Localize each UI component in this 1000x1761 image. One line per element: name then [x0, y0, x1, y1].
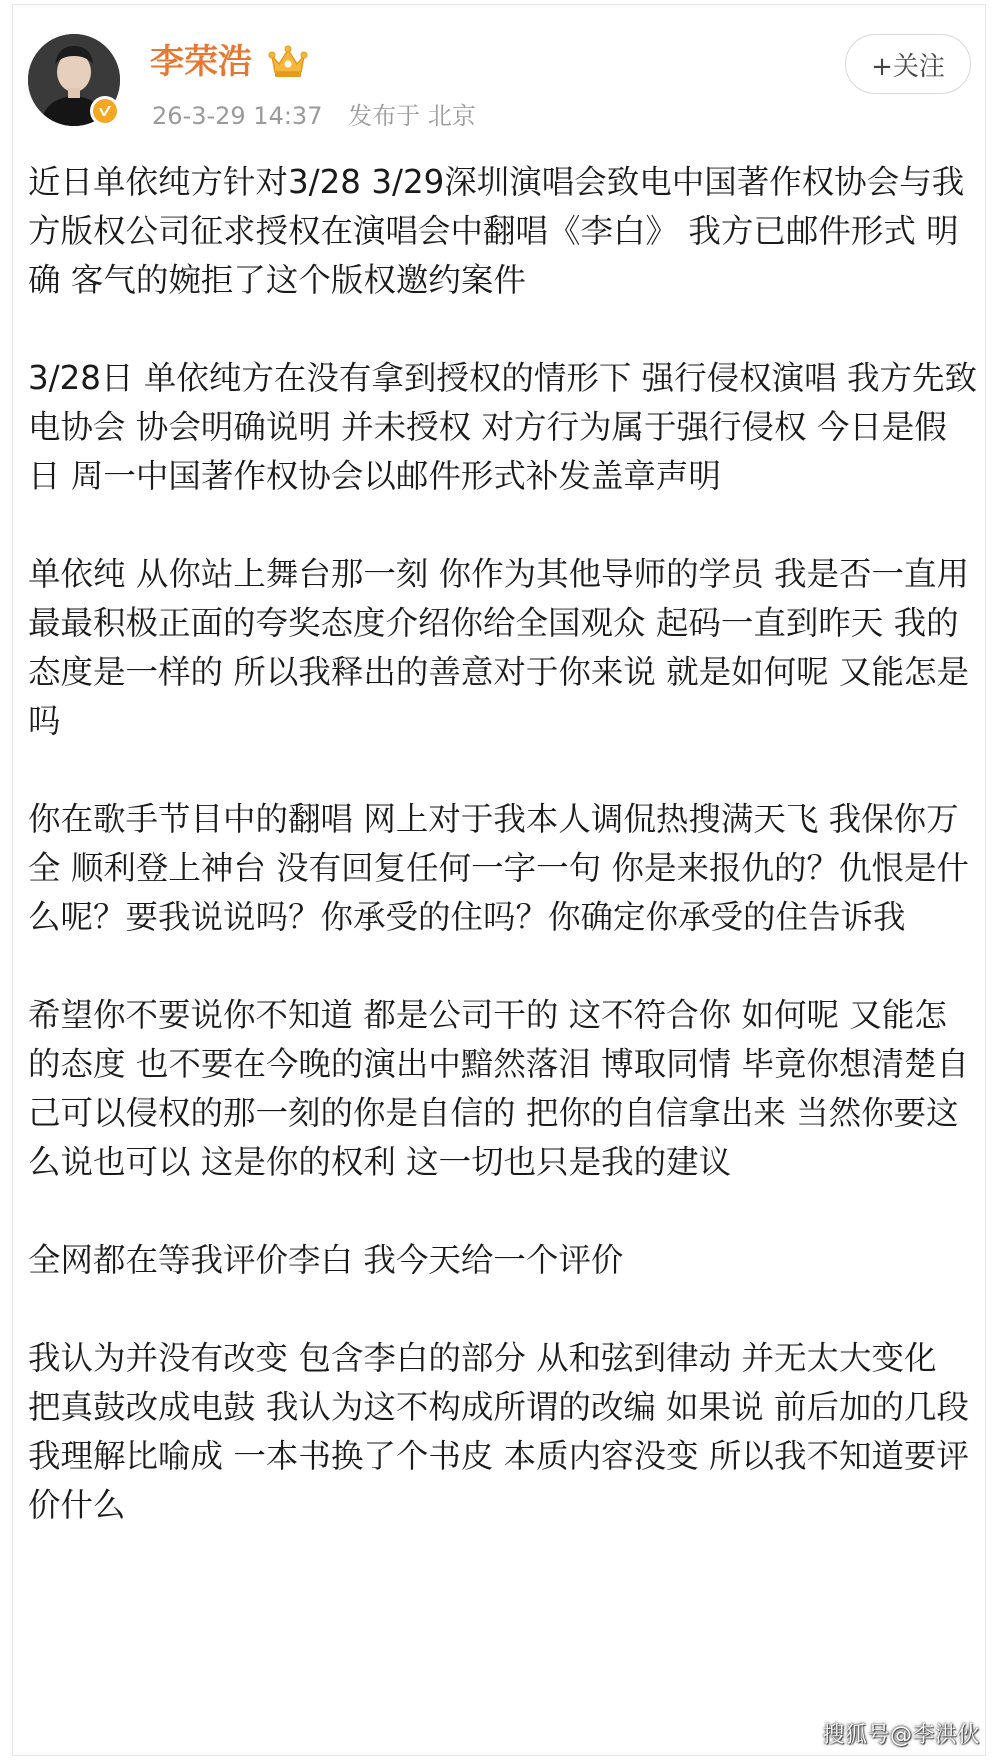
post-paragraph: 希望你不要说你不知道 都是公司干的 这不符合你 如何呢 又能怎的态度 也不要在今晚的演出中黯然落泪 博取同情 毕竟你想清楚自己可以侵权的那一刻的你是自信的 把你的自信拿出来 当然你要这么说也可以 这是你的权利 这一切也只是我的建议: [28, 996, 969, 1181]
username[interactable]: 李荣浩: [150, 42, 252, 82]
post-paragraph: 单依纯 从你站上舞台那一刻 你作为其他导师的学员 我是否一直用最最积极正面的夸奖态度介绍你给全国观众 起码一直到昨天 我的态度是一样的 所以我释出的善意对于你来说 就是如何呢 又能怎是吗: [28, 555, 969, 740]
post-paragraph: 近日单依纯方针对3/28 3/29深圳演唱会致电中国著作权协会与我方版权公司征求授权在演唱会中翻唱《李白》 我方已邮件形式 明确 客气的婉拒了这个版权邀约案件: [28, 163, 965, 299]
post-location: 发布于 北京: [348, 102, 476, 130]
post-timestamp: 26-3-29 14:37: [152, 102, 323, 130]
follow-button[interactable]: +关注: [845, 34, 971, 94]
post-paragraph: 全网都在等我评价李白 我今天给一个评价: [28, 1241, 624, 1279]
post-paragraph: 我认为并没有改变 包含李白的部分 从和弦到律动 并无太大变化 把真鼓改成电鼓 我认为这不构成所谓的改编 如果说 前后加的几段 我理解比喻成 一本书换了个书皮 本质内容没变 所以我不知道要评价什么: [28, 1339, 969, 1524]
post-paragraph: 3/28日 单依纯方在没有拿到授权的情形下 强行侵权演唱 我方先致电协会 协会明确说明 并未授权 对方行为属于强行侵权 今日是假日 周一中国著作权协会以邮件形式补发盖章声明: [28, 359, 977, 495]
post-header: [0, 0, 1000, 150]
post-body: [28, 158, 978, 1579]
post-paragraph: 你在歌手节目中的翻唱 网上对于我本人调侃热搜满天飞 我保你万全 顺利登上神台 没有回复任何一字一句 你是来报仇的？仇恨是什么呢？要我说说吗？你承受的住吗？你确定你承受的住告诉我: [28, 800, 969, 936]
source-watermark: 搜狐号@李洪伙: [822, 1723, 980, 1748]
post-meta: [152, 100, 476, 132]
crown-icon: [268, 44, 308, 80]
verified-badge-icon: [90, 96, 120, 126]
